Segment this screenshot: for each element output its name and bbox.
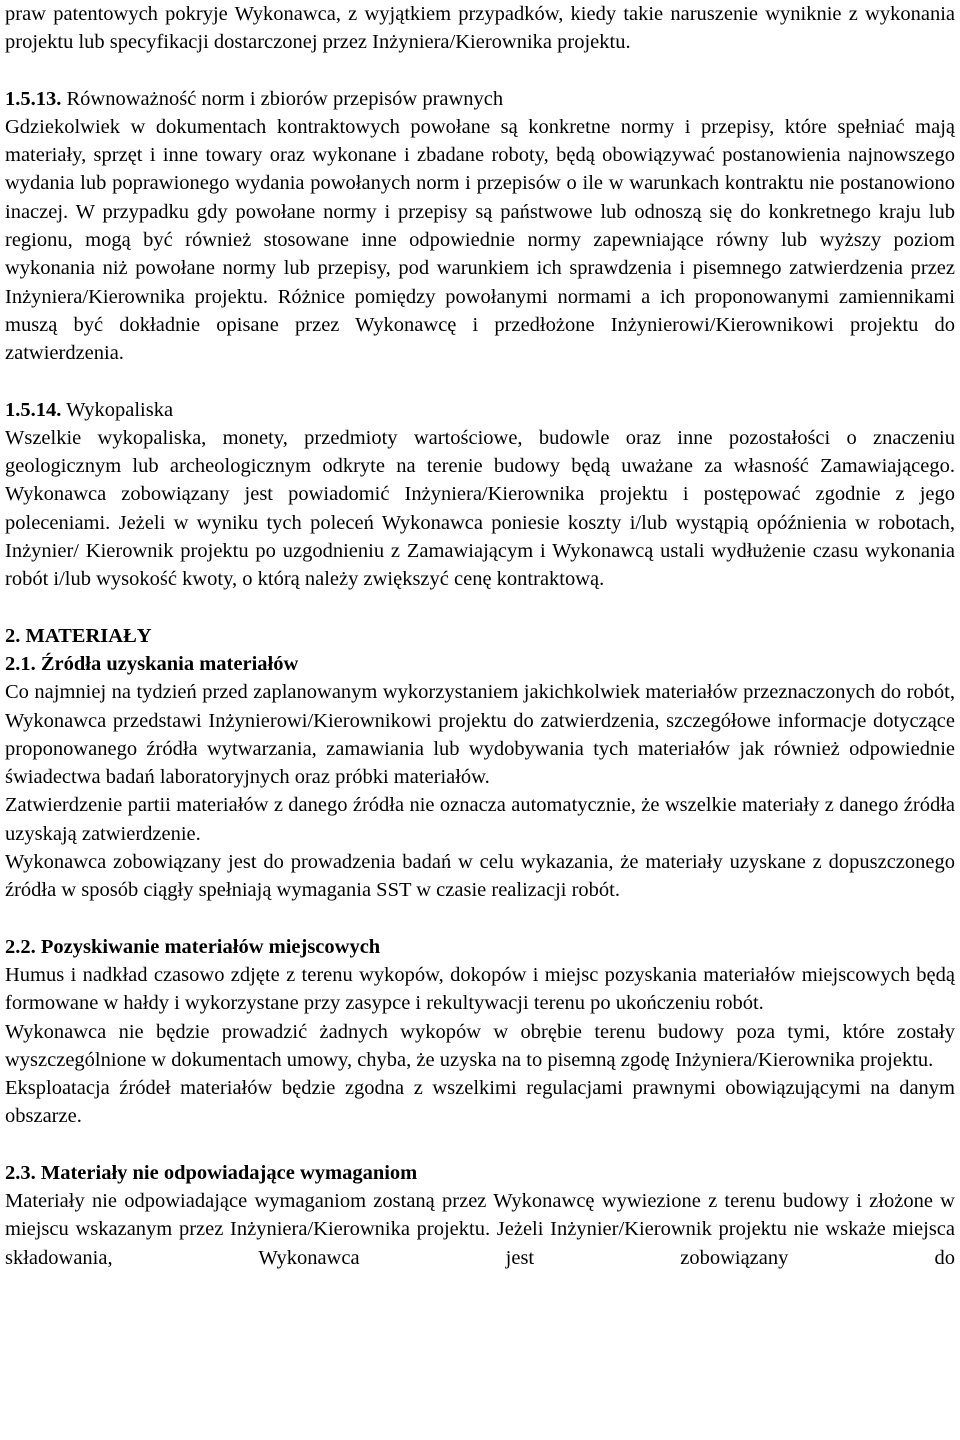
section-heading-1-5-13 (5, 85, 955, 113)
section-number-1-5-13: 1.5.13. (5, 87, 62, 110)
paragraph-humus-topsoil: Humus i nadkład czasowo zdjęte z terenu wykopów, dokopów i miejsc pozyskania materiałów miejscowych będą formowane w hałdy i wykorzystane przy zasypce i rekultywacji terenu po ukończeniu robót. (5, 963, 955, 1015)
section-title-1-5-14: Wykopaliska (61, 398, 174, 421)
paragraph-gap (5, 1131, 955, 1159)
paragraph-source-exploitation: Eksploatacja źródeł materiałów będzie zgodna z wszelkimi regulacjami prawnymi obowiązującymi na danym obszarze. (5, 1077, 955, 1128)
paragraph-material-sources: Co najmniej na tydzień przed zaplanowanym wykorzystaniem jakichkolwiek materiałów przeznaczonych do robót, Wykonawca przedstawi Inżynierowi/Kierownikowi projektu do zatwierdzenia, szczegółowe informacje dotyczące proponowanego źródła wytwarzania, zamawiania lub wydobywania tych materiałów jak również odpowiednie świadectwa badań laboratoryjnych oraz próbki materiałów. (5, 681, 955, 789)
paragraph-gap (5, 594, 955, 622)
paragraph-gap (5, 905, 955, 933)
section-heading-1-5-14 (5, 396, 955, 424)
paragraph-testing-obligation: Wykonawca zobowiązany jest do prowadzenia badań w celu wykazania, że materiały uzyskane z dopuszczonego źródła w sposób ciągły spełniają wymagania SST w czasie realizacji robót. (5, 851, 955, 902)
paragraph-gap (5, 368, 955, 396)
section-heading-2-1: 2.1. Źródła uzyskania materiałów (5, 652, 299, 675)
paragraph-batch-approval: Zatwierdzenie partii materiałów z danego źródła nie oznacza automatycznie, że wszelkie materiały z danego źródła uzyskają zatwierdzenie. (5, 794, 955, 845)
paragraph-gap (5, 57, 955, 85)
section-title-1-5-13: Równoważność norm i zbiorów przepisów prawnych (61, 87, 504, 110)
paragraph-norms-equivalence: Gdziekolwiek w dokumentach kontraktowych powołane są konkretne normy i przepisy, które spełniać mają materiały, sprzęt i inne towary oraz wykonane i zbadane roboty, będą obowiązywać postanowienia najnowszego wydania lub poprawionego wydania powołanych norm i przepisów o ile w warunkach kontraktu nie postanowiono inaczej. W przypadku gdy powołane normy i przepisy są państwowe lub odnoszą się do konkretnego kraju lub regionu, mogą być również stosowane inne odpowiednie normy zapewniające równy lub wyższy poziom wykonania niż powołane normy lub przepisy, pod warunkiem ich sprawdzenia i pisemnego zatwierdzenia przez Inżyniera/Kierownika projektu. Różnice pomiędzy powołanymi normami a ich proponowanymi zamiennikami muszą być dokładnie opisane przez Wykonawcę i przedłożone Inżynierowi/Kierownikowi projektu do zatwierdzenia. (5, 115, 955, 365)
chapter-heading-materials: 2. MATERIAŁY (5, 624, 152, 647)
paragraph-no-excavations: Wykonawca nie będzie prowadzić żadnych wykopów w obrębie terenu budowy poza tymi, które zostały wyszczególnione w dokumentach umowy, chyba, że uzyska na to pisemną zgodę Inżyniera/Kierownika projektu. (5, 1020, 955, 1071)
paragraph-excavations: Wszelkie wykopaliska, monety, przedmioty wartościowe, budowle oraz inne pozostałości o znaczeniu geologicznym lub archeologicznym odkryte na terenie budowy będą uważane za własność Zamawiającego. Wykonawca zobowiązany jest powiadomić Inżyniera/Kierownika projektu i postępować zgodnie z jego poleceniami. Jeżeli w wyniku tych poleceń Wykonawca poniesie koszty i/lub wystąpią opóźnienia w robotach, Inżynier/ Kierownik projektu po uzgodnieniu z Zamawiającym i Wykonawcą ustali wydłużenie czasu wykonania robót i/lub wysokość kwoty, o którą należy zwiększyć cenę kontraktową. (5, 426, 955, 591)
paragraph-patent-rights: praw patentowych pokryje Wykonawca, z wyjątkiem przypadków, kiedy takie naruszenie wyniknie z wykonania projektu lub specyfikacji dostarczonej przez Inżyniera/Kierownika projektu. (5, 3, 955, 54)
section-number-1-5-14: 1.5.14. (5, 398, 62, 421)
section-heading-2-3: 2.3. Materiały nie odpowiadające wymaganiom (5, 1161, 418, 1184)
paragraph-nonconforming-materials: Materiały nie odpowiadające wymaganiom zostaną przez Wykonawcę wywiezione z terenu budowy i złożone w miejscu wskazanym przez Inżyniera/Kierownika projektu. Jeżeli Inżynier/Kierownik projektu nie wskaże miejsca składowania, Wykonawca jest zobowiązany do (5, 1189, 955, 1269)
section-heading-2-2: 2.2. Pozyskiwanie materiałów miejscowych (5, 935, 381, 958)
